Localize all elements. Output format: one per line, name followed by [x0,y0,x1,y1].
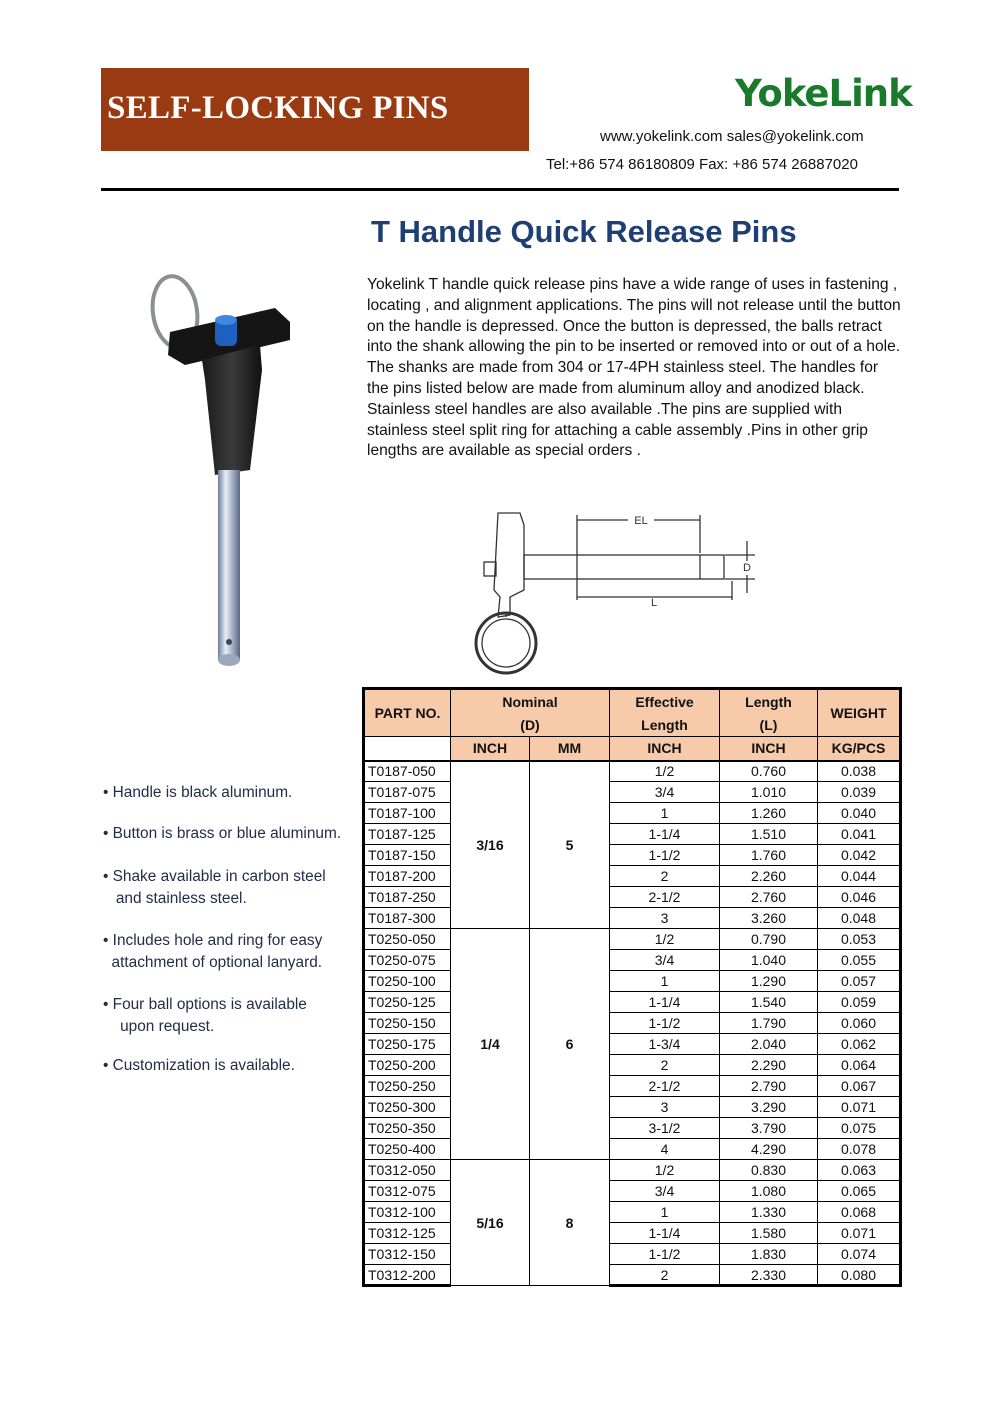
header-weight: WEIGHT [818,689,901,737]
part-number-cell: T0312-050 [364,1160,451,1181]
effective-length-cell: 1-1/2 [610,845,720,866]
effective-length-cell: 3-1/2 [610,1118,720,1139]
product-photo [140,270,290,670]
length-cell: 3.260 [720,908,818,929]
effective-length-cell: 1/2 [610,761,720,782]
weight-cell: 0.038 [818,761,901,782]
feature-item: • Includes hole and ring for easy attachment of optional lanyard. [103,932,323,971]
header-len-inch: INCH [720,737,818,761]
table-row [364,782,901,803]
header-mm: MM [530,737,610,761]
table-row [364,845,901,866]
length-cell: 1.040 [720,950,818,971]
header-part-no: PART NO. [364,689,451,737]
length-cell: 0.790 [720,929,818,950]
part-number-cell: T0312-100 [364,1202,451,1223]
part-number-cell: T0250-100 [364,971,451,992]
table-row [364,1223,901,1244]
table-row [364,1202,901,1223]
part-number-cell: T0312-075 [364,1181,451,1202]
weight-cell: 0.039 [818,782,901,803]
pin-shank [218,470,240,660]
feature-item: • Customization is available. [103,1057,295,1074]
part-number-cell: T0250-175 [364,1034,451,1055]
company-logo: YokeLink [735,72,912,115]
weight-cell: 0.068 [818,1202,901,1223]
table-row [364,1076,901,1097]
length-cell: 2.040 [720,1034,818,1055]
effective-length-cell: 3/4 [610,782,720,803]
length-cell: 1.830 [720,1244,818,1265]
effective-length-cell: 2-1/2 [610,887,720,908]
weight-cell: 0.059 [818,992,901,1013]
part-number-cell: T0312-125 [364,1223,451,1244]
nominal-mm-cell: 6 [530,929,610,1160]
weight-cell: 0.063 [818,1160,901,1181]
header-nominal-d: (D) [451,714,610,737]
weight-cell: 0.080 [818,1265,901,1286]
part-number-cell: T0312-150 [364,1244,451,1265]
part-number-cell: T0250-400 [364,1139,451,1160]
table-row [364,1139,901,1160]
length-cell: 1.260 [720,803,818,824]
weight-cell: 0.055 [818,950,901,971]
weight-cell: 0.060 [818,1013,901,1034]
nominal-inch-cell: 1/4 [451,929,530,1160]
table-row [364,803,901,824]
table-row [364,1160,901,1181]
part-number-cell: T0187-050 [364,761,451,782]
weight-cell: 0.062 [818,1034,901,1055]
weight-cell: 0.053 [818,929,901,950]
spec-table-body [364,761,901,1286]
effective-length-cell: 1-1/4 [610,824,720,845]
table-row [364,929,901,950]
length-cell: 2.260 [720,866,818,887]
effective-length-cell: 1 [610,971,720,992]
table-row [364,866,901,887]
effective-length-cell: 1-1/4 [610,992,720,1013]
label-d: D [743,562,751,574]
product-description: Yokelink T handle quick release pins have a wide range of uses in fastening , locating , and alignment applications. The pins will not release until the button on the handle is depressed. Once the button is depressed, the balls retract into the shank allowing the pin to be inserted or removed into or out of a hole. The shanks are made from 304 or 17-4PH stainless steel. The handles for the pins listed below are made from aluminum alloy and anodized black. Stainless steel handles are also available .The pins are supplied with stainless steel split ring for attaching a cable assembly .Pins in other grip lengths are available as special orders . [367,276,901,460]
effective-length-cell: 3 [610,1097,720,1118]
part-number-cell: T0250-150 [364,1013,451,1034]
length-cell: 2.290 [720,1055,818,1076]
feature-item: • Handle is black aluminum. [103,784,293,801]
label-el: EL [634,515,648,527]
header-inch: INCH [451,737,530,761]
effective-length-cell: 1/2 [610,929,720,950]
length-cell: 1.290 [720,971,818,992]
header-effective: Effective [610,689,720,714]
part-number-cell: T0187-300 [364,908,451,929]
header-banner [101,68,529,151]
feature-item: • Four ball options is available upon request. [103,996,307,1035]
nominal-inch-cell: 3/16 [451,761,530,929]
part-number-cell: T0250-075 [364,950,451,971]
grip-body [202,345,262,475]
part-number-cell: T0250-250 [364,1076,451,1097]
contact-phone-fax: Tel:+86 574 86180809 Fax: +86 574 26887020 [546,156,858,173]
weight-cell: 0.074 [818,1244,901,1265]
part-number-cell: T0250-050 [364,929,451,950]
feature-item: • Shake available in carbon steel and stainless steel. [103,868,326,907]
table-row [364,1013,901,1034]
length-cell: 1.010 [720,782,818,803]
effective-length-cell: 1-3/4 [610,1034,720,1055]
header-kgpcs: KG/PCS [818,737,901,761]
effective-length-cell: 3/4 [610,1181,720,1202]
table-row [364,1055,901,1076]
weight-cell: 0.075 [818,1118,901,1139]
effective-length-cell: 1-1/2 [610,1013,720,1034]
length-cell: 3.790 [720,1118,818,1139]
part-number-cell: T0187-200 [364,866,451,887]
table-row [364,1244,901,1265]
weight-cell: 0.071 [818,1223,901,1244]
effective-length-cell: 2 [610,1055,720,1076]
weight-cell: 0.046 [818,887,901,908]
table-row [364,1034,901,1055]
feature-item: • Button is brass or blue aluminum. [103,825,342,842]
length-cell: 1.510 [720,824,818,845]
table-row [364,971,901,992]
header-length: Length [720,689,818,714]
header-length-l: (L) [720,714,818,737]
part-number-cell: T0187-150 [364,845,451,866]
length-cell: 0.830 [720,1160,818,1181]
table-row [364,1181,901,1202]
effective-length-cell: 1-1/4 [610,1223,720,1244]
length-cell: 2.330 [720,1265,818,1286]
part-number-cell: T0250-300 [364,1097,451,1118]
length-cell: 1.790 [720,1013,818,1034]
effective-length-cell: 2 [610,866,720,887]
weight-cell: 0.067 [818,1076,901,1097]
length-cell: 1.080 [720,1181,818,1202]
header-nominal: Nominal [451,689,610,714]
effective-length-cell: 3/4 [610,950,720,971]
table-row [364,761,901,782]
header-eff-inch: INCH [610,737,720,761]
part-number-cell: T0312-200 [364,1265,451,1286]
table-row [364,992,901,1013]
length-cell: 1.580 [720,1223,818,1244]
header-effective-length: Length [610,714,720,737]
weight-cell: 0.048 [818,908,901,929]
length-cell: 4.290 [720,1139,818,1160]
nominal-mm-cell: 5 [530,761,610,929]
contact-web-email: www.yokelink.com sales@yokelink.com [600,128,864,145]
length-cell: 2.790 [720,1076,818,1097]
effective-length-cell: 2-1/2 [610,1076,720,1097]
effective-length-cell: 1-1/2 [610,1244,720,1265]
part-number-cell: T0250-200 [364,1055,451,1076]
weight-cell: 0.064 [818,1055,901,1076]
table-row [364,950,901,971]
length-cell: 3.290 [720,1097,818,1118]
effective-length-cell: 1/2 [610,1160,720,1181]
nominal-inch-cell: 5/16 [451,1160,530,1286]
weight-cell: 0.042 [818,845,901,866]
effective-length-cell: 4 [610,1139,720,1160]
weight-cell: 0.078 [818,1139,901,1160]
weight-cell: 0.065 [818,1181,901,1202]
part-number-cell: T0187-075 [364,782,451,803]
part-number-cell: T0187-125 [364,824,451,845]
banner-title: SELF-LOCKING PINS [107,90,449,126]
weight-cell: 0.040 [818,803,901,824]
effective-length-cell: 1 [610,803,720,824]
dimension-drawing [470,505,760,680]
weight-cell: 0.071 [818,1097,901,1118]
table-row [364,824,901,845]
part-number-cell: T0187-250 [364,887,451,908]
part-number-cell: T0250-125 [364,992,451,1013]
table-row [364,908,901,929]
part-number-cell: T0250-350 [364,1118,451,1139]
weight-cell: 0.057 [818,971,901,992]
effective-length-cell: 1 [610,1202,720,1223]
weight-cell: 0.044 [818,866,901,887]
length-cell: 2.760 [720,887,818,908]
spec-table [362,687,902,1287]
length-cell: 1.330 [720,1202,818,1223]
table-row [364,1097,901,1118]
page-title: T Handle Quick Release Pins [371,214,797,249]
effective-length-cell: 2 [610,1265,720,1286]
weight-cell: 0.041 [818,824,901,845]
nominal-mm-cell: 8 [530,1160,610,1286]
label-l: L [650,597,658,609]
table-row [364,1265,901,1286]
part-number-cell: T0187-100 [364,803,451,824]
table-row [364,1118,901,1139]
length-cell: 1.540 [720,992,818,1013]
effective-length-cell: 3 [610,908,720,929]
header-divider [101,188,899,191]
length-cell: 1.760 [720,845,818,866]
table-row [364,887,901,908]
length-cell: 0.760 [720,761,818,782]
